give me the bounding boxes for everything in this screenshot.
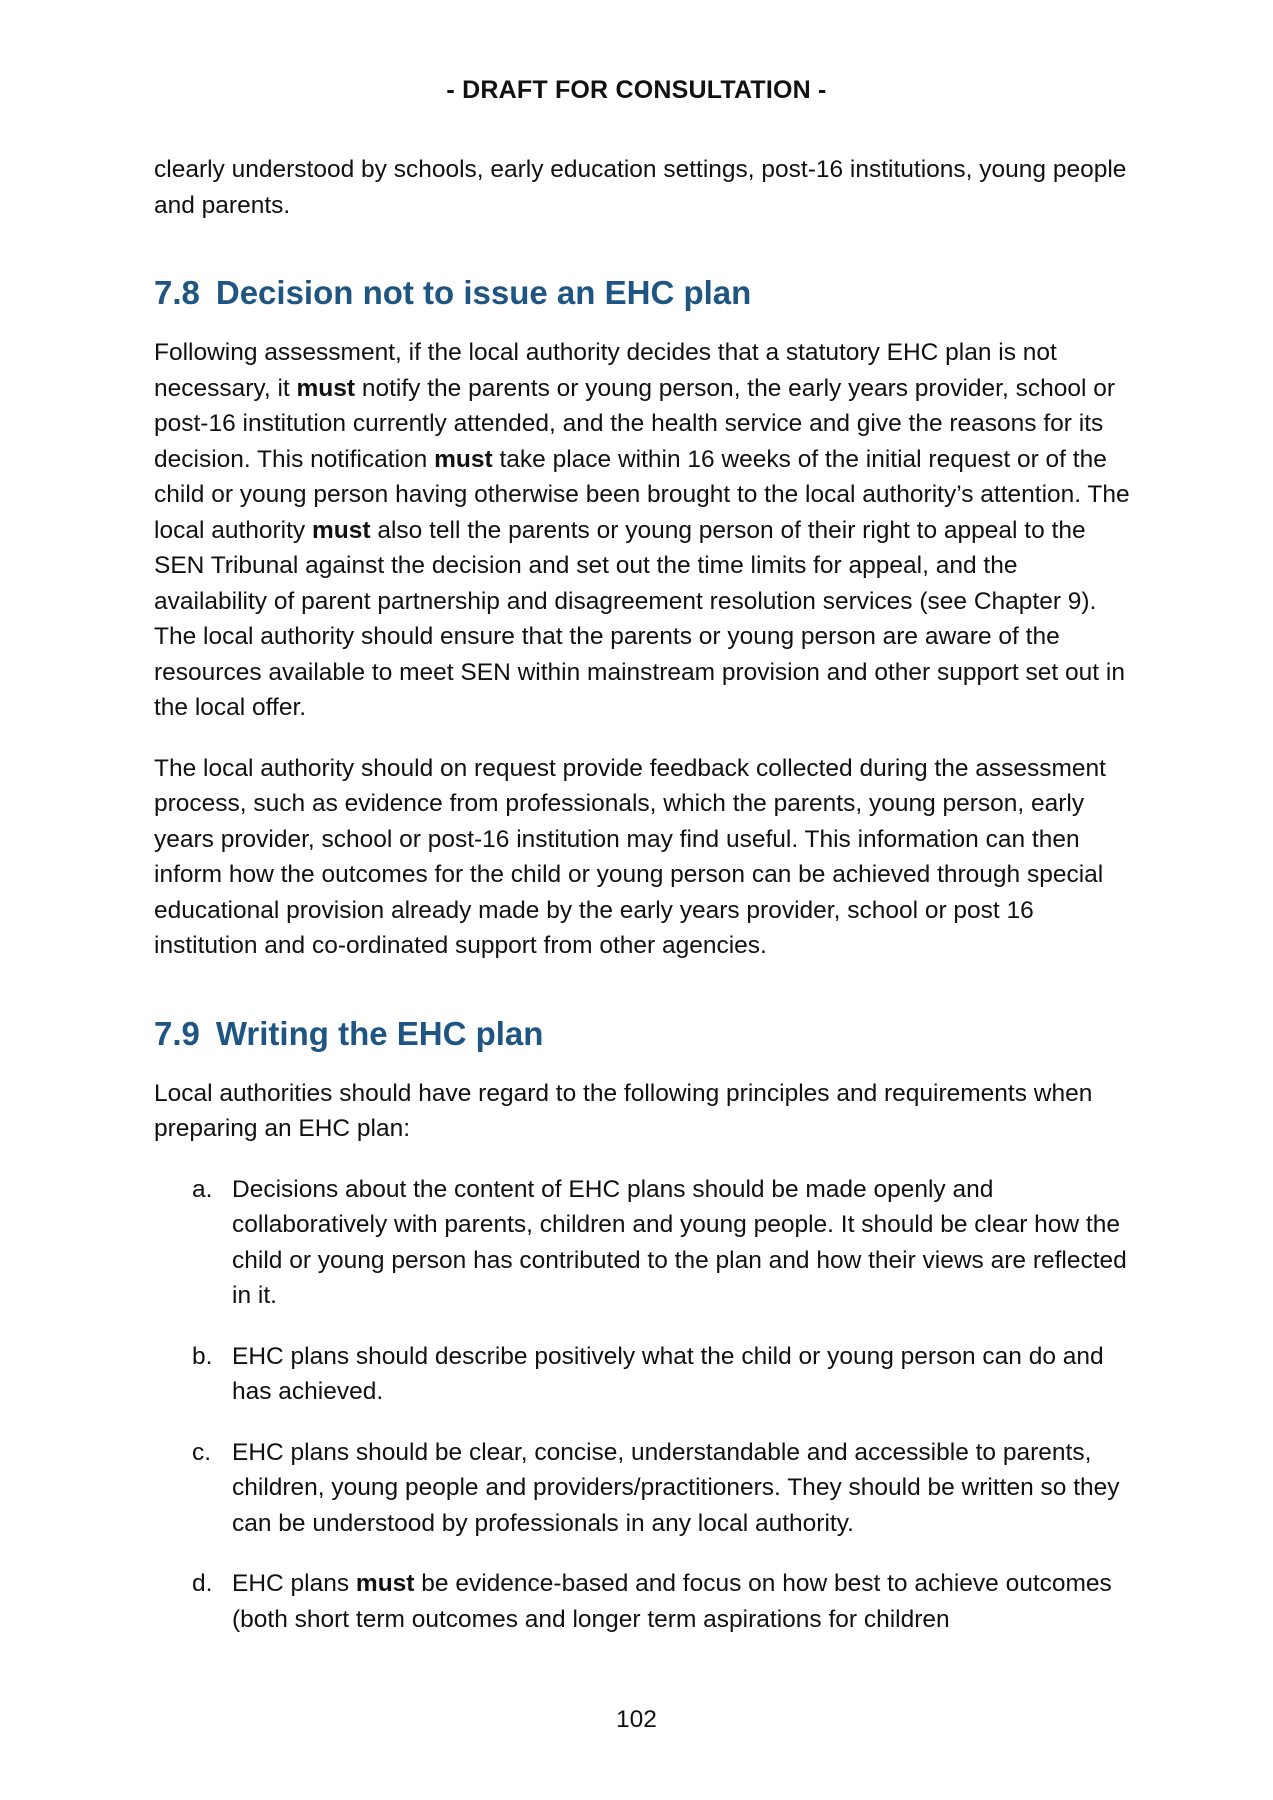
intro-paragraph: clearly understood by schools, early education settings, post-16 institutions, young people and parents. — [154, 156, 1127, 219]
draft-header: - DRAFT FOR CONSULTATION - — [446, 76, 827, 104]
list-item — [154, 1435, 1134, 1542]
emphasis-must: must — [434, 445, 493, 473]
section-heading-7-8 — [154, 273, 1134, 313]
list-item-text: Decisions about the content of EHC plans should be made openly and collaboratively with parents, children and young people. It should be clear how the child or young person has contributed to the plan and how their views are reflected in it. — [232, 1175, 1127, 1309]
section-number: 7.9 — [154, 1014, 200, 1052]
list-marker: b. — [192, 1342, 213, 1370]
list-marker: a. — [192, 1175, 213, 1203]
section-heading-7-9 — [154, 1014, 1134, 1054]
text-run: Following assessment, if the local authority decides that a statutory EHC plan is not necessary, it — [154, 339, 1057, 402]
emphasis-must: must — [355, 1570, 415, 1597]
emphasis-must: must — [296, 374, 356, 402]
list-item — [154, 1172, 1134, 1314]
text-run: EHC plans — [232, 1570, 356, 1597]
list-item-text — [232, 1570, 1112, 1633]
section-title: Writing the EHC plan — [215, 1014, 544, 1052]
list-marker: d. — [192, 1570, 213, 1597]
paragraph-principles-intro: Local authorities should have regard to the following principles and requirements when preparing an EHC plan: — [154, 1079, 1093, 1142]
page-number: 102 — [616, 1706, 657, 1733]
page-body — [154, 152, 1134, 1662]
principles-list — [154, 1172, 1134, 1638]
text-run: be evidence-based and focus on how best to achieve outcomes (both short term outcomes and longer term aspirations for children — [232, 1570, 1112, 1633]
list-item — [154, 1339, 1134, 1410]
paragraph-feedback: The local authority should on request provide feedback collected during the assessment process, such as evidence from professionals, which the parents, young person, early years provider, school or post-16 institution may find useful. This information can then inform how the outcomes for the child or young person can be achieved through special educational provision already made by the early years provider, school or post 16 institution and co-ordinated support from other agencies. — [154, 754, 1106, 959]
text-run: also tell the parents or young person of their right to appeal to the SEN Tribunal against the decision and set out the time limits for appeal, and the availability of parent partnership and disagreement resolution services (see Chapter 9). The local authority should ensure that the parents or young person are aware of the resources available to meet SEN within mainstream provision and other support set out in the local offer. — [154, 516, 1125, 721]
section-number: 7.8 — [154, 274, 200, 311]
paragraph-decision-notification — [154, 335, 1134, 726]
section-title: Decision not to issue an EHC plan — [215, 274, 752, 311]
emphasis-must: must — [311, 516, 371, 544]
list-item — [154, 1566, 1134, 1637]
list-item-text: EHC plans should describe positively what the child or young person can do and has achieved. — [232, 1342, 1104, 1405]
text-run: notify the parents or young person, the early years provider, school or post-16 institution currently attended, and the health service and give the reasons for its decision. This notification — [154, 374, 1115, 473]
text-run: take place within 16 weeks of the initial request or of the child or young person having otherwise been brought to the local authority’s attention. The local authority — [154, 445, 1130, 544]
list-item-text: EHC plans should be clear, concise, understandable and accessible to parents, children, young people and providers/practitioners. They should be written so they can be understood by professionals in any local authority. — [232, 1438, 1120, 1537]
list-marker: c. — [192, 1438, 212, 1466]
